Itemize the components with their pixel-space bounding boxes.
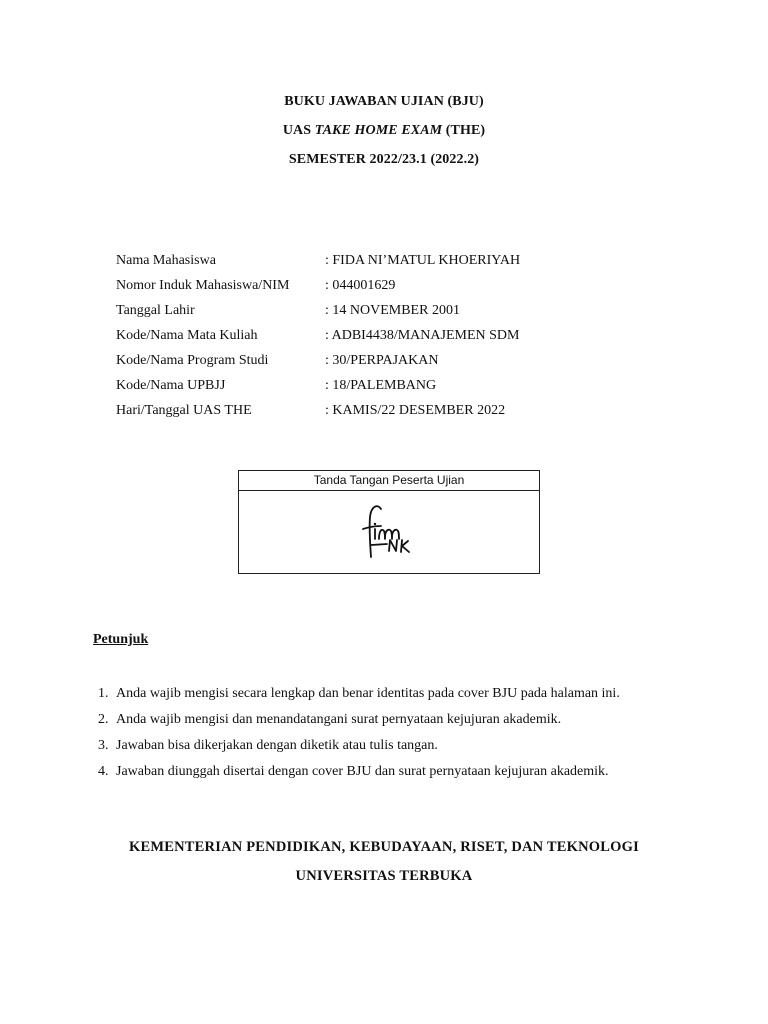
list-item (98, 737, 718, 763)
signature-area (239, 491, 539, 573)
handwritten-signature (357, 499, 423, 561)
identity-row (116, 402, 676, 427)
identity-label: Kode/Nama Mata Kuliah (116, 328, 258, 343)
instructions-list (98, 685, 718, 789)
identity-value: : KAMIS/22 DESEMBER 2022 (325, 403, 506, 418)
subtitle-suffix: (THE) (442, 123, 486, 138)
identity-value: : 14 NOVEMBER 2001 (325, 303, 460, 318)
identity-value: : 044001629 (325, 278, 396, 293)
ministry-name: KEMENTERIAN PENDIDIKAN, KEBUDAYAAN, RISET, DAN TEKNOLOGI (129, 839, 639, 855)
list-text: Anda wajib mengisi secara lengkap dan benar identitas pada cover BJU pada halaman ini. (116, 686, 620, 701)
identity-row (116, 352, 676, 377)
semester-line (0, 152, 768, 168)
list-number: 1. (98, 686, 109, 701)
list-number: 2. (98, 712, 109, 727)
document-subtitle (0, 123, 768, 139)
list-number: 4. (98, 764, 109, 779)
list-text: Anda wajib mengisi dan menandatangani surat pernyataan kejujuran akademik. (116, 712, 562, 727)
signature-header: Tanda Tangan Peserta Ujian (239, 471, 539, 491)
instructions-heading: Petunjuk (93, 632, 149, 647)
list-text: Jawaban bisa dikerjakan dengan diketik atau tulis tangan. (116, 738, 438, 753)
identity-label: Nomor Induk Mahasiswa/NIM (116, 278, 290, 293)
identity-row (116, 302, 676, 327)
document-title (0, 94, 768, 110)
identity-label: Kode/Nama Program Studi (116, 353, 269, 368)
list-item (98, 685, 718, 711)
identity-row (116, 377, 676, 402)
identity-value: : 18/PALEMBANG (325, 378, 437, 393)
subtitle-italic: TAKE HOME EXAM (314, 123, 443, 138)
semester-text: SEMESTER 2022/23.1 (2022.2) (288, 152, 480, 167)
subtitle-prefix: UAS (282, 123, 315, 138)
identity-row (116, 327, 676, 352)
list-number: 3. (98, 738, 109, 753)
identity-label: Hari/Tanggal UAS THE (116, 403, 252, 418)
identity-label: Kode/Nama UPBJJ (116, 378, 226, 393)
identity-row (116, 277, 676, 302)
identity-value: : FIDA NI’MATUL KHOERIYAH (325, 253, 521, 268)
list-item (98, 711, 718, 737)
title-line-1: BUKU JAWABAN UJIAN (BJU) (284, 94, 484, 109)
identity-value: : 30/PERPAJAKAN (325, 353, 439, 368)
university-name: UNIVERSITAS TERBUKA (295, 868, 473, 884)
list-item (98, 763, 718, 789)
identity-row (116, 252, 676, 277)
identity-value: : ADBI4438/MANAJEMEN SDM (325, 328, 520, 343)
signature-box (238, 470, 540, 574)
list-text: Jawaban diunggah disertai dengan cover BJU dan surat pernyataan kejujuran akademik. (116, 764, 609, 779)
identity-label: Tanggal Lahir (116, 303, 195, 318)
identity-table (116, 252, 676, 427)
identity-label: Nama Mahasiswa (116, 253, 216, 268)
